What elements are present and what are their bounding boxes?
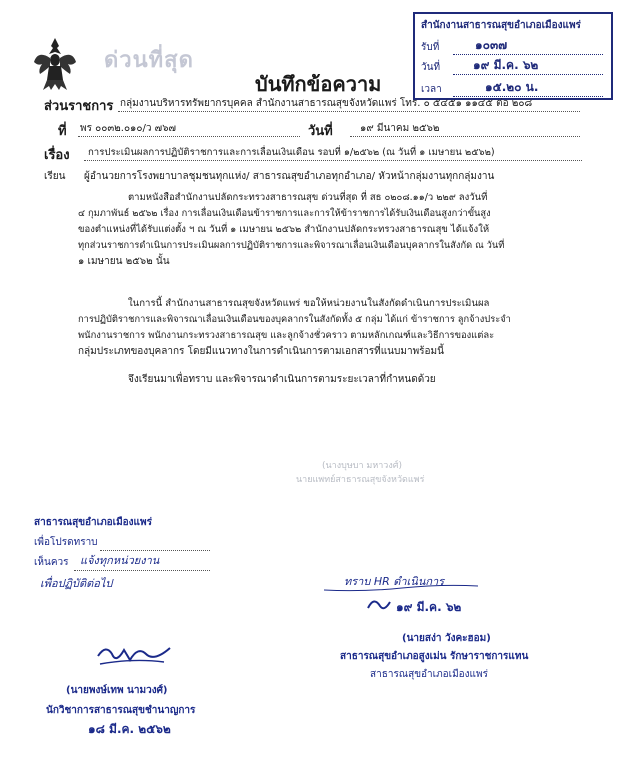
agency-label: ส่วนราชการ: [44, 99, 114, 114]
receipt-stamp: [413, 12, 613, 100]
body-p2-line1: ในการนี้ สำนักงานสาธารณสุขจังหวัดแพร่ ขอให้หน่วยงานในสังกัดดำเนินการประเมินผล: [128, 298, 490, 309]
date-value: ๑๙ มีนาคม ๒๕๖๒: [360, 123, 440, 134]
stamp-office: สำนักงานสาธารณสุขอำเภอเมืองแพร่: [421, 20, 581, 31]
body-p1-line2: ๔ กุมภาพันธ์ ๒๕๖๒ เรื่อง การเลื่อนเงินเดือนข้าราชการและการให้ข้าราชการได้รับเงินเดือนสูงกว่าขั้นสูง: [78, 208, 491, 219]
note-handwriting-2: เพื่อปฏิบัติต่อไป: [40, 577, 113, 590]
urgent-mark: ด่วนที่สุด: [104, 48, 194, 73]
body-p1-line3: ของตำแหน่งที่ได้รับแต่งตั้ง ฯ ณ วันที่ ๑ เมษายน ๒๕๖๒ สำนักงานปลัดกระทรวงสาธารณสุข ได้แจ้งให้: [78, 224, 490, 235]
body-p1-line5: ๑ เมษายน ๒๕๖๒ นั้น: [78, 256, 170, 267]
left-sign-position: นักวิชาการสาธารณสุขชำนาญการ: [46, 705, 196, 716]
note-for-info: เพื่อโปรดทราบ: [34, 537, 98, 548]
stamp-date-value: ๑๙ มี.ค. ๖๒: [473, 58, 539, 72]
stamp-time-value: ๑๕.๒๐ น.: [485, 80, 539, 94]
body-p2-line4: กลุ่มประเภทของบุคลากร โดยมีแนวทางในการดำเนินการตามเอกสารที่แนบมาพร้อมนี้: [78, 346, 444, 357]
right-sign-position: สาธารณสุขอำเภอสูงเม่น รักษาราชการแทน: [340, 651, 529, 662]
body-p1-line1: ตามหนังสือสำนักงานปลัดกระทรวงสาธารณสุข ด่วนที่สุด ที่ สธ ๐๒๐๘.๑๑/ว ๒๒๙ ลงวันที่: [128, 192, 488, 203]
body-p2-line2: การปฏิบัติราชการและพิจารณาเลื่อนเงินเดือนของบุคลากรในสังกัดทั้ง ๕ กลุ่ม ได้แก่ ข้าราชการ ลูกจ้างประจำ: [78, 314, 511, 325]
stamp-date-label: วันที่: [421, 62, 441, 73]
faint-sign-name: (นางบุษบา มหาวงศ์): [322, 461, 402, 471]
left-sign-date: ๑๘ มี.ค. ๒๕๖๒: [88, 722, 171, 736]
note-handwriting-1: แจ้งทุกหน่วยงาน: [80, 554, 160, 567]
body-p3: จึงเรียนมาเพื่อทราบ และพิจารณาดำเนินการตามระยะเวลาที่กำหนดด้วย: [128, 374, 436, 385]
stamp-received-no: ๑๐๓๗: [475, 38, 508, 52]
right-hand-note: ทราบ HR ดำเนินการ: [344, 575, 445, 588]
note-recipient: สาธารณสุขอำเภอเมืองแพร่: [34, 517, 152, 528]
garuda-emblem-icon: [32, 36, 78, 92]
body-p1-line4: ทุกส่วนราชการดำเนินการประเมินผลการปฏิบัติราชการและพิจารณาเลื่อนเงินเดือนบุคลากรในสังกัด ณ วันที่: [78, 240, 505, 251]
right-initial-scribble-icon: [364, 594, 394, 614]
agency-value: กลุ่มงานบริหารทรัพยากรบุคคล สำนักงานสาธารณสุขจังหวัดแพร่ โทร. ๐ ๕๔๕๑ ๑๑๔๕ ต่อ ๒๐๘: [120, 98, 533, 109]
to-value: ผู้อำนวยการโรงพยาบาลชุมชนทุกแห่ง/ สาธารณสุขอำเภอทุกอำเภอ/ หัวหน้ากลุ่มงานทุกกลุ่มงาน: [84, 171, 495, 182]
right-sign-name: (นายสง่า วังคะฮอม): [402, 633, 491, 644]
right-hand-date: ๑๙ มี.ค. ๖๒: [396, 600, 462, 614]
right-sign-office: สาธารณสุขอำเภอเมืองแพร่: [370, 669, 488, 680]
ref-label: ที่: [58, 124, 67, 139]
left-signature-scribble-icon: [94, 638, 174, 672]
to-label: เรียน: [44, 171, 66, 182]
right-note-scribble-icon: [322, 570, 482, 596]
subject-label: เรื่อง: [44, 148, 70, 163]
faint-sign-position: นายแพทย์สาธารณสุขจังหวัดแพร่: [296, 475, 425, 485]
subject-value: การประเมินผลการปฏิบัติราชการและการเลื่อนเงินเดือน รอบที่ ๑/๒๕๖๒ (ณ วันที่ ๑ เมษายน ๒๕๖๒): [88, 147, 495, 158]
left-sign-name: (นายพงษ์เทพ นามวงศ์): [66, 685, 168, 696]
memo-title: บันทึกข้อความ: [255, 72, 382, 96]
stamp-received-label: รับที่: [421, 42, 440, 53]
ref-value: พร ๐๐๓๒.๐๑๐/ว ๗๖๗: [80, 123, 177, 134]
body-p2-line3: พนักงานราชการ พนักงานกระทรวงสาธารณสุข และลูกจ้างชั่วคราว ตามหลักเกณฑ์และวิธีการของแต่ละ: [78, 330, 495, 341]
note-opinion: เห็นควร: [34, 557, 69, 568]
date-label: วันที่: [308, 124, 333, 139]
stamp-time-label: เวลา: [421, 84, 442, 95]
